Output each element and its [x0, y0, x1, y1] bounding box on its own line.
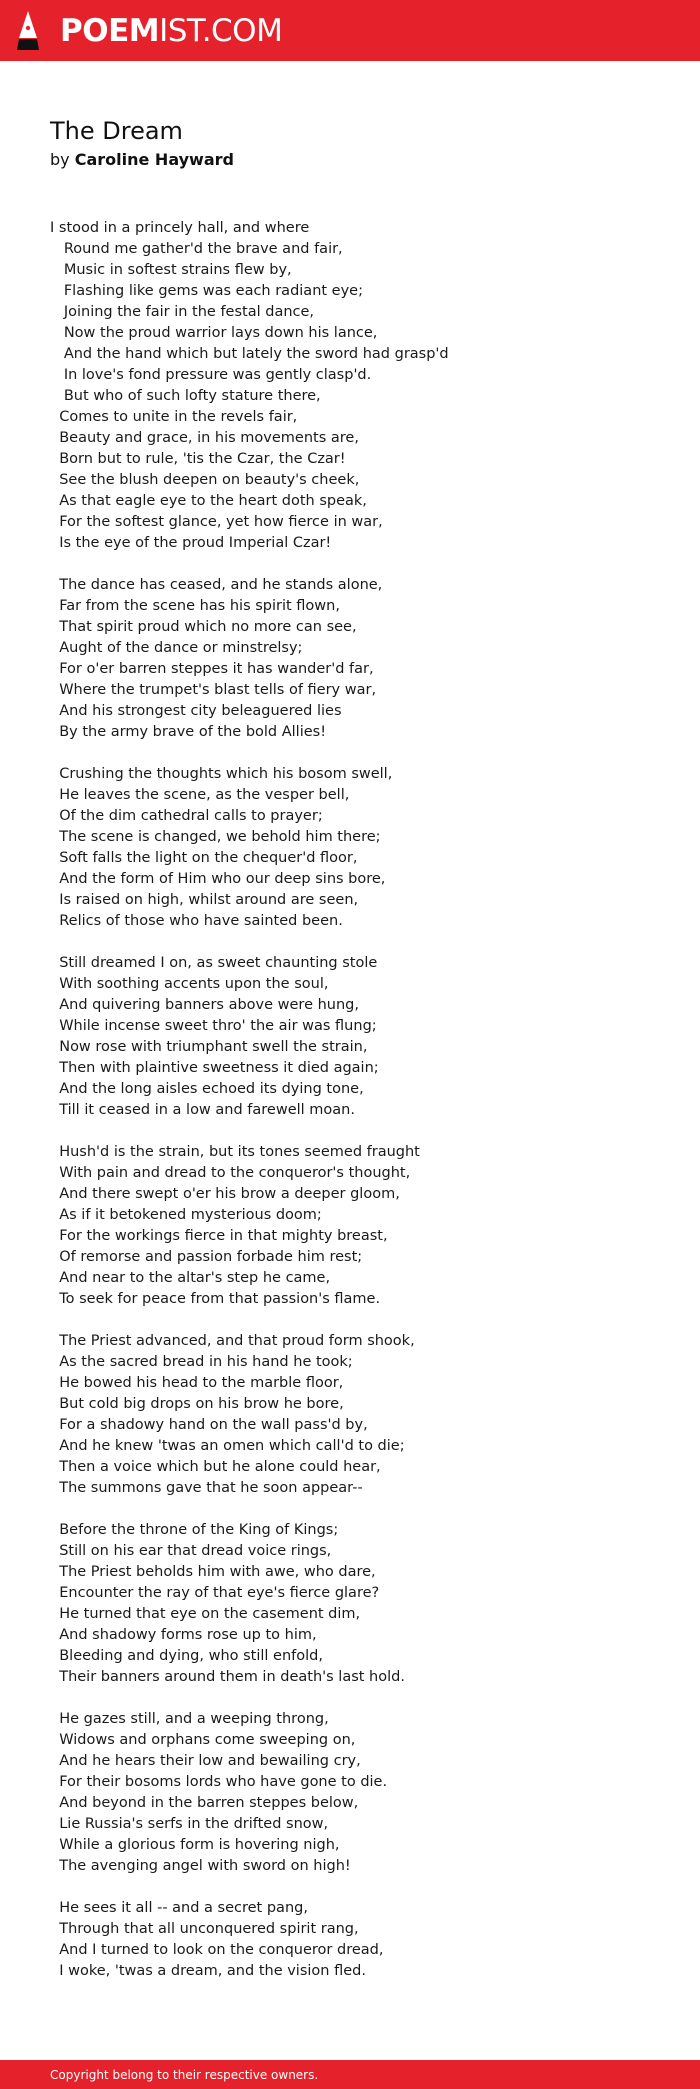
poem-line: Flashing like gems was each radiant eye;	[50, 283, 363, 299]
site-logo[interactable]	[14, 10, 282, 52]
poem-line: And the hand which but lately the sword had grasp'd	[50, 346, 449, 362]
poem-heading	[50, 114, 670, 171]
poem-line: Till it ceased in a low and farewell moan.	[50, 1102, 355, 1118]
poem-line: Is the eye of the proud Imperial Czar!	[50, 535, 332, 551]
poem-line: Their banners around them in death's last hold.	[50, 1669, 405, 1685]
poem-line: And the form of Him who our deep sins bore,	[50, 871, 386, 887]
poem-line: Where the trumpet's blast tells of fiery war,	[50, 682, 377, 698]
poem-body	[50, 218, 670, 2003]
poem-line: He gazes still, and a weeping throng,	[50, 1711, 329, 1727]
poem-stanza	[50, 575, 670, 743]
poem-line: As if it betokened mysterious doom;	[50, 1207, 322, 1223]
poem-line: For the softest glance, yet how fierce in war,	[50, 514, 383, 530]
poem-line: Born but to rule, 'tis the Czar, the Czar!	[50, 451, 346, 467]
poem-line: He bowed his head to the marble floor,	[50, 1375, 344, 1391]
by-label: by	[50, 150, 70, 169]
poem-line: Aught of the dance or minstrelsy;	[50, 640, 303, 656]
poem-line: The Priest advanced, and that proud form shook,	[50, 1333, 415, 1349]
poem-line: He sees it all -- and a secret pang,	[50, 1900, 308, 1916]
logo-text-bold: POEM	[60, 13, 160, 49]
poem-line: With soothing accents upon the soul,	[50, 976, 329, 992]
poem-line: And he hears their low and bewailing cry,	[50, 1753, 361, 1769]
poem-line: Music in softest strains flew by,	[50, 262, 292, 278]
poem-stanza	[50, 764, 670, 932]
poem-line: I woke, 'twas a dream, and the vision fled.	[50, 1963, 366, 1979]
poem-line: As the sacred bread in his hand he took;	[50, 1354, 353, 1370]
poem-line: And shadowy forms rose up to him,	[50, 1627, 317, 1643]
poem-line: The avenging angel with sword on high!	[50, 1858, 351, 1874]
poem-line: Then a voice which but he alone could hear,	[50, 1459, 381, 1475]
poem-stanza	[50, 953, 670, 1121]
poem-byline	[50, 149, 670, 171]
poem-line: He leaves the scene, as the vesper bell,	[50, 787, 350, 803]
poem-line: And near to the altar's step he came,	[50, 1270, 331, 1286]
poem-line: Bleeding and dying, who still enfold,	[50, 1648, 323, 1664]
site-logo-text	[60, 12, 282, 50]
poem-line: Of the dim cathedral calls to prayer;	[50, 808, 323, 824]
copyright-text: Copyright belong to their respective owners.	[50, 2068, 319, 2082]
poem-line: And quivering banners above were hung,	[50, 997, 359, 1013]
poem-line: Hush'd is the strain, but its tones seemed fraught	[50, 1144, 420, 1160]
poem-line: Now rose with triumphant swell the strain,	[50, 1039, 368, 1055]
poem-line: Beauty and grace, in his movements are,	[50, 430, 359, 446]
logo-text-light: IST.COM	[159, 13, 283, 49]
poem-line: Still dreamed I on, as sweet chaunting stole	[50, 955, 378, 971]
poem-line: Far from the scene has his spirit flown,	[50, 598, 340, 614]
poem-line: Joining the fair in the festal dance,	[50, 304, 315, 320]
poem-line: But who of such lofty stature there,	[50, 388, 321, 404]
poem-title: The Dream	[50, 117, 183, 145]
poem-line: The dance has ceased, and he stands alone,	[50, 577, 383, 593]
poem-line: Now the proud warrior lays down his lance,	[50, 325, 378, 341]
poem-line: Relics of those who have sainted been.	[50, 913, 343, 929]
poem-line: For their bosoms lords who have gone to die.	[50, 1774, 388, 1790]
poem-line: Lie Russia's serfs in the drifted snow,	[50, 1816, 329, 1832]
poem-stanza	[50, 1898, 670, 1982]
poem-line: The scene is changed, we behold him there;	[50, 829, 381, 845]
poem-line: To seek for peace from that passion's flame.	[50, 1291, 381, 1307]
poem-line: And beyond in the barren steppes below,	[50, 1795, 359, 1811]
poem-line: With pain and dread to the conqueror's thought,	[50, 1165, 411, 1181]
poem-line: Widows and orphans come sweeping on,	[50, 1732, 356, 1748]
poem-stanza	[50, 1331, 670, 1499]
poem-line: As that eagle eye to the heart doth speak,	[50, 493, 367, 509]
poem-line: Round me gather'd the brave and fair,	[50, 241, 343, 257]
poem-line: For o'er barren steppes it has wander'd far,	[50, 661, 374, 677]
poem-line: Before the throne of the King of Kings;	[50, 1522, 339, 1538]
poem-line: While a glorious form is hovering nigh,	[50, 1837, 340, 1853]
poem-line: Then with plaintive sweetness it died again;	[50, 1060, 379, 1076]
poem-line: Still on his ear that dread voice rings,	[50, 1543, 332, 1559]
poem-line: By the army brave of the bold Allies!	[50, 724, 327, 740]
poem-stanza	[50, 1709, 670, 1877]
poem-line: And I turned to look on the conqueror dread,	[50, 1942, 384, 1958]
site-footer	[0, 2060, 700, 2089]
poem-line: And the long aisles echoed its dying tone,	[50, 1081, 364, 1097]
poem-line: Soft falls the light on the chequer'd floor,	[50, 850, 358, 866]
poem-line: The Priest beholds him with awe, who dare,	[50, 1564, 376, 1580]
site-header	[0, 0, 700, 61]
poem-author[interactable]: Caroline Hayward	[74, 150, 234, 169]
poem-line: Comes to unite in the revels fair,	[50, 409, 298, 425]
poem-line: See the blush deepen on beauty's cheek,	[50, 472, 360, 488]
poem-line: That spirit proud which no more can see,	[50, 619, 357, 635]
poem-line: For a shadowy hand on the wall pass'd by,	[50, 1417, 368, 1433]
poem-line: Is raised on high, whilst around are seen,	[50, 892, 359, 908]
poem-line: Of remorse and passion forbade him rest;	[50, 1249, 363, 1265]
poem-stanza	[50, 218, 670, 554]
poem-line: He turned that eye on the casement dim,	[50, 1606, 361, 1622]
poem-line: I stood in a princely hall, and where	[50, 220, 310, 236]
poem-line: The summons gave that he soon appear--	[50, 1480, 363, 1496]
poem-line: In love's fond pressure was gently clasp'd.	[50, 367, 372, 383]
poem-line: And his strongest city beleaguered lies	[50, 703, 342, 719]
poem-line: Encounter the ray of that eye's fierce glare?	[50, 1585, 380, 1601]
poem-line: Through that all unconquered spirit rang,	[50, 1921, 359, 1937]
poem-stanza	[50, 1520, 670, 1688]
poem-line: And he knew 'twas an omen which call'd to die;	[50, 1438, 405, 1454]
pen-nib-icon	[14, 10, 42, 52]
poem-line: For the workings fierce in that mighty breast,	[50, 1228, 388, 1244]
poem-line: But cold big drops on his brow he bore,	[50, 1396, 344, 1412]
poem-line: While incense sweet thro' the air was flung;	[50, 1018, 377, 1034]
poem-line: Crushing the thoughts which his bosom swell,	[50, 766, 393, 782]
poem-line: And there swept o'er his brow a deeper gloom,	[50, 1186, 400, 1202]
poem-stanza	[50, 1142, 670, 1310]
